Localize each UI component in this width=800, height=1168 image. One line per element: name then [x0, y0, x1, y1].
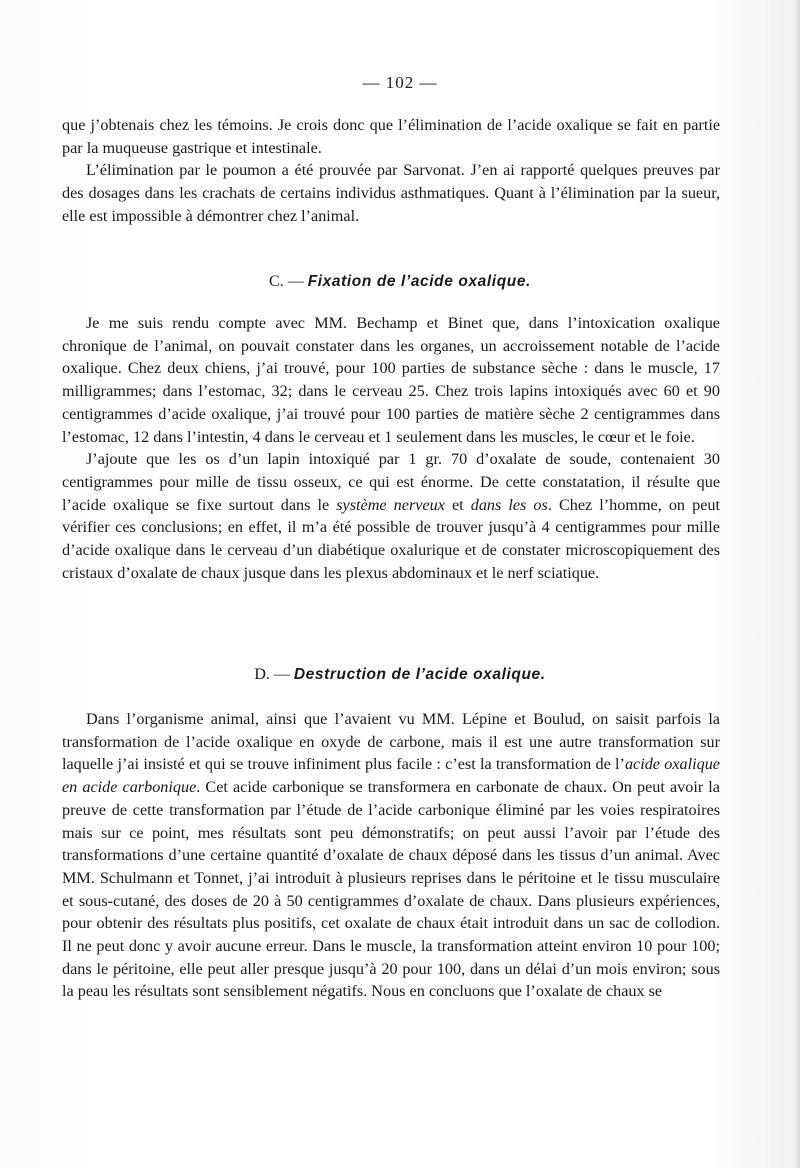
section-d-title: Destruction de l’acide oxalique. [293, 666, 546, 683]
section-c-p2-text-2: et [444, 495, 471, 514]
intro-text [62, 114, 720, 228]
section-d-body [62, 708, 720, 1003]
section-c-paragraph-2 [62, 448, 720, 584]
section-d-paragraph-1 [62, 708, 720, 1003]
section-c-p2-italic-1: système nerveux [336, 495, 445, 514]
page-edge-shadow [794, 0, 800, 1168]
section-d-heading [0, 666, 800, 684]
intro-paragraph-2: L’élimination par le poumon a été prouvée par Sarvonat. J’en ai rapporté quelques preuves par des dosages dans les crachats de certains individus asthmatiques. Quant à l’élimination par la sueur, elle est impossible à démontrer chez l’animal. [62, 161, 720, 225]
section-c-title: Fixation de l’acide oxalique. [307, 273, 531, 290]
section-c-p2-text-3: . Chez l’homme, on peut vérifier ces conclusions; en effet, il m’a été possible de trouver jusqu’à 4 centigrammes pour mille d’acide oxalique dans le cerveau d’un diabétique oxalurique et de constater microscopiquement des cristaux d’oxalate de chaux jusque dans les plexus abdominaux et le nerf sciatique. [62, 495, 720, 582]
intro-paragraph-1: que j’obtenais chez les témoins. Je crois donc que l’élimination de l’acide oxalique se fait en partie par la muqueuse gastrique et intestinale. [62, 116, 720, 157]
section-d-p1-italic: acide oxalique en acide carbonique [62, 755, 720, 797]
page-number: — 102 — [362, 73, 438, 92]
section-c-p2-italic-2: dans les os [470, 495, 548, 514]
section-d-p1-text-1: Dans l’organisme animal, ainsi que l’avaient vu MM. Lépine et Boulud, on saisit parfois la transformation de l’acide oxalique en oxyde de carbone, mais il est une autre transformation sur laquelle j’ai insisté et qui se trouve infiniment plus facile : c’est la transformation de l’ [62, 710, 720, 774]
section-c-paragraph-1: Je me suis rendu compte avec MM. Bechamp et Binet que, dans l’intoxication oxalique chronique de l’animal, on pouvait constater dans les organes, un accroissement notable de l’acide oxalique. Chez deux chiens, j’ai trouvé, pour 100 parties de substance sèche : dans le muscle, 17 milligrammes; dans l’estomac, 32; dans le cerveau 25. Chez trois lapins intoxiqués avec 60 et 90 centigrammes d’acide oxalique, j’ai trouvé pour 100 parties de matière sèche 2 centigrammes dans l’estomac, 12 dans l’intestin, 4 dans le cerveau et 1 seulement dans les muscles, le cœur et le foie. [62, 314, 720, 446]
section-d-letter: D. — [254, 666, 290, 683]
section-c-p2-text-1: J’ajoute que les os d’un lapin intoxiqué par 1 gr. 70 d’oxalate de soude, contenaient 30 centigrammes pour mille de tissu osseux, ce qui est énorme. De cette constatation, il résulte que l’acide oxalique se fixe surtout dans le [62, 450, 720, 514]
section-d-p1-text-2: . Cet acide carbonique se transformera en carbonate de chaux. On peut avoir la preuve de cette transformation par l’étude de l’acide carbonique éliminé par les voies respiratoires mais sur ce point, mes résultats sont peu démonstratifs; on peut aussi l’avoir par l’étude des transformations d’une certaine quantité d’oxalate de chaux déposé dans les tissus d’un animal. Avec MM. Schulmann et Tonnet, j’ai introduit à plusieurs reprises dans le péritoine et le tissu musculaire et sous-cutané, des doses de 20 à 50 centigrammes d’oxalate de chaux. Dans plusieurs expériences, pour obtenir des résultats plus positifs, cet oxalate de chaux était introduit dans un sac de collodion. Il ne peut donc y avoir aucune erreur. Dans le muscle, la transformation atteint environ 10 pour 100; dans le péritoine, elle peut aller presque jusqu’à 20 pour 100, dans un délai d’un mois environ; sous la peau les résultats sont sensiblement négatifs. Nous en concluons que l’oxalate de chaux se [62, 778, 720, 1001]
section-c-heading [0, 273, 800, 291]
section-c-letter: C. — [269, 273, 304, 290]
section-c-body [62, 312, 720, 584]
